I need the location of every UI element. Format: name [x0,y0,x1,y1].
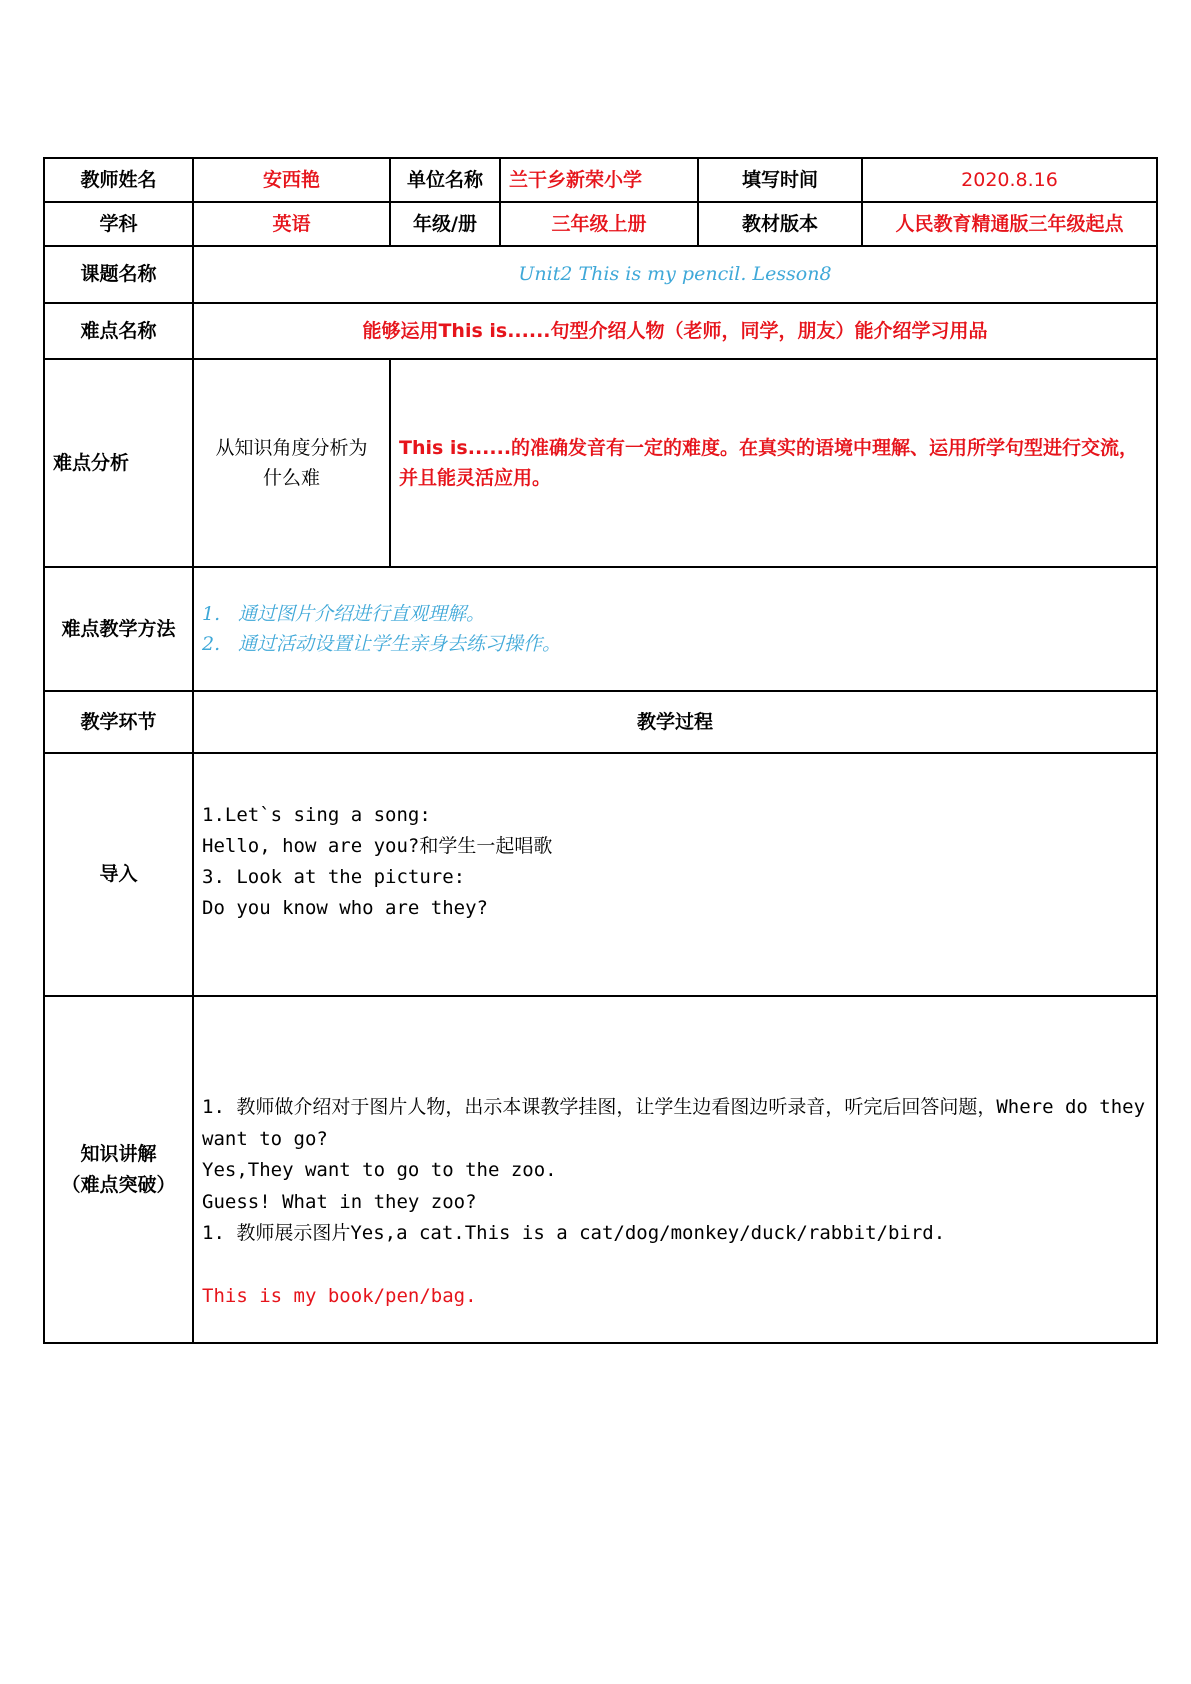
unit-value: 兰干乡新荣小学 [500,158,698,202]
subject-value: 英语 [193,202,390,246]
edition-value: 人民教育精通版三年级起点 [862,202,1157,246]
process-header-value: 教学过程 [193,691,1157,753]
date-label: 填写时间 [698,158,862,202]
topic-row [44,246,1157,303]
knowledge-row [44,996,1157,1343]
date-value: 2020.8.16 [862,158,1157,202]
process-section-label: 教学环节 [44,691,193,753]
difficulty-value: 能够运用This is......句型介绍人物（老师，同学，朋友）能介绍学习用品 [193,303,1157,359]
analysis-value: This is......的准确发音有一定的难度。在真实的语境中理解、运用所学句型进行交流，并且能灵活应用。 [390,359,1157,567]
process-header-row [44,691,1157,753]
method-item: 1. 通过图片介绍进行直观理解。 [202,602,486,625]
methods-row [44,567,1157,691]
knowledge-line: 1. 教师做介绍对于图片人物，出示本课教学挂图，让学生边看图边听录音，听完后回答问题，Where do they want to go? [202,1096,1146,1150]
grade-label: 年级/册 [390,202,500,246]
intro-line: 3. Look at the picture: [202,866,466,888]
analysis-label: 难点分析 [44,359,193,567]
teacher-value: 安西艳 [193,158,390,202]
edition-label: 教材版本 [698,202,862,246]
header-row-1 [44,158,1157,202]
methods-list [193,567,1157,691]
method-item: 2. 通过活动设置让学生亲身去练习操作。 [202,633,562,655]
lesson-plan-table [43,157,1158,1344]
knowledge-highlight: This is my book/pen/bag. [202,1284,477,1307]
intro-label: 导入 [44,753,193,996]
knowledge-content [193,996,1157,1343]
intro-line: 1.Let`s sing a song: [202,804,431,826]
intro-line: Do you know who are they? [202,897,488,919]
intro-content [193,753,1157,996]
header-row-2 [44,202,1157,246]
topic-label: 课题名称 [44,246,193,303]
knowledge-line: 1. 教师展示图片Yes,a cat.This is a cat/dog/monkey/duck/rabbit/bird. [202,1222,946,1244]
difficulty-label: 难点名称 [44,303,193,359]
teacher-label: 教师姓名 [44,158,193,202]
analysis-row [44,359,1157,567]
knowledge-label: 知识讲解 （难点突破） [44,996,193,1343]
subject-label: 学科 [44,202,193,246]
intro-line: Hello, how are you?和学生一起唱歌 [202,835,553,857]
methods-label: 难点教学方法 [44,567,193,691]
grade-value: 三年级上册 [500,202,698,246]
topic-value: Unit2 This is my pencil. Lesson8 [193,246,1157,303]
unit-label: 单位名称 [390,158,500,202]
analysis-sub-label: 从知识角度分析为什么难 [193,359,390,567]
knowledge-line: Yes,They want to go to the zoo. [202,1159,557,1181]
difficulty-row [44,303,1157,359]
knowledge-line: Guess! What in they zoo? [202,1190,477,1213]
intro-row [44,753,1157,996]
